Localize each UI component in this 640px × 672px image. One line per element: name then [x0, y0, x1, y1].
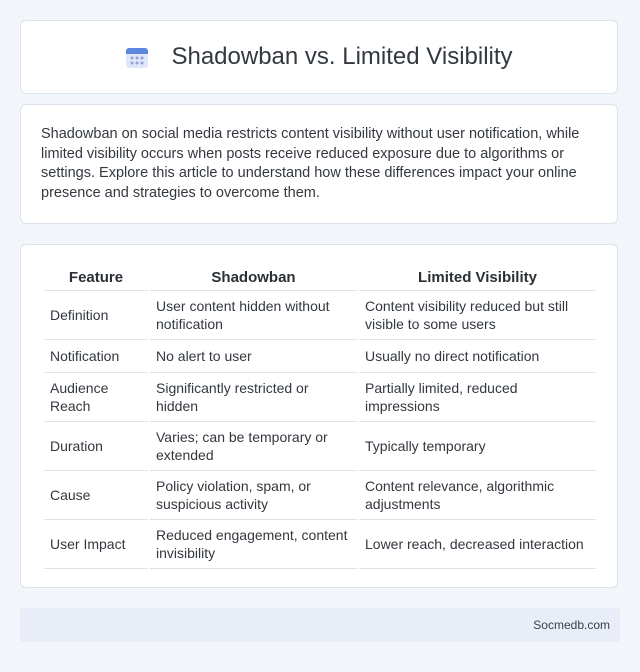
title-card — [20, 20, 618, 94]
calendar-icon — [125, 45, 149, 69]
table-header-row — [44, 265, 596, 291]
header-feature: Feature — [44, 265, 148, 291]
comparison-card — [20, 244, 618, 588]
table-row — [44, 373, 596, 422]
table-cell: User content hidden without notification — [150, 291, 357, 340]
table-cell: No alert to user — [150, 340, 357, 373]
footer — [20, 608, 620, 642]
intro-card — [20, 104, 618, 224]
table-cell: Policy violation, spam, or suspicious activity — [150, 471, 357, 520]
table-cell: Lower reach, decreased interaction — [359, 520, 596, 569]
header-limited-visibility: Limited Visibility — [359, 265, 596, 291]
table-cell: Notification — [44, 340, 148, 373]
table-cell: Audience Reach — [44, 373, 148, 422]
table-cell: Significantly restricted or hidden — [150, 373, 357, 422]
comparison-table — [42, 265, 598, 569]
table-cell: Typically temporary — [359, 422, 596, 471]
table-row — [44, 471, 596, 520]
table-cell: Varies; can be temporary or extended — [150, 422, 357, 471]
intro-text: Shadowban on social media restricts content visibility without user notification, while limited visibility occurs when posts receive reduced exposure due to algorithms or settings. Explore this article to understand how these differences impact your online presence and strategies to overcome them. — [41, 126, 580, 201]
table-cell: Duration — [44, 422, 148, 471]
table-cell: Partially limited, reduced impressions — [359, 373, 596, 422]
header-shadowban: Shadowban — [150, 265, 357, 291]
table-row — [44, 340, 596, 373]
table-cell: Reduced engagement, content invisibility — [150, 520, 357, 569]
page-title: Shadowban vs. Limited Visibility — [171, 43, 513, 70]
table-cell: Content visibility reduced but still visible to some users — [359, 291, 596, 340]
table-row — [44, 520, 596, 569]
table-cell: Cause — [44, 471, 148, 520]
table-cell: Definition — [44, 291, 148, 340]
table-cell: User Impact — [44, 520, 148, 569]
footer-site-link[interactable]: Socmedb.com — [533, 618, 610, 632]
table-row — [44, 291, 596, 340]
table-cell: Content relevance, algorithmic adjustments — [359, 471, 596, 520]
table-row — [44, 422, 596, 471]
table-cell: Usually no direct notification — [359, 340, 596, 373]
